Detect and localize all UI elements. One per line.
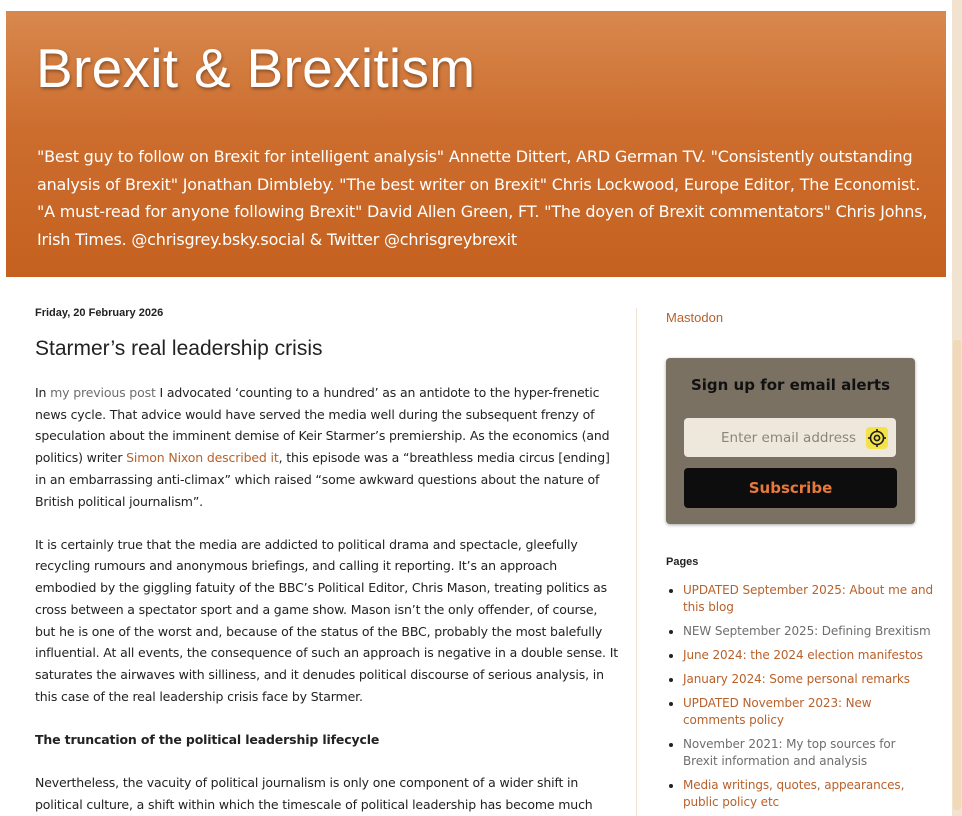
post-body xyxy=(35,382,620,816)
list-item xyxy=(683,777,933,811)
page-link-defining-brexitism[interactable]: NEW September 2025: Defining Brexitism xyxy=(683,624,931,638)
list-item xyxy=(683,582,933,616)
list-item xyxy=(683,671,933,688)
post-paragraph-2: It is certainly true that the media are addicted to political drama and spectacle, gleefully recycling rumours and anonymous briefings, and calling it reporting. It’s an approach embodied by the giggling fatuity of the BBC’s Political Editor, Chris Mason, treating politics as cross between a spectator sport and a game show. Mason isn’t the only offender, of course, but he is one of the worst and, because of the status of the BBC, probably the most balefully influential. At all events, the consequence of such an approach is negative in a double sense. It saturates the airwaves with silliness, and it denudes political discourse of serious analysis, in this case of the real leadership crisis face by Starmer. xyxy=(35,536,618,704)
post-title[interactable]: Starmer’s real leadership crisis xyxy=(35,337,323,360)
page-scrollbar[interactable] xyxy=(952,0,962,816)
email-signup-widget xyxy=(666,358,915,524)
list-item xyxy=(683,623,933,640)
signup-title: Sign up for email alerts xyxy=(690,376,891,394)
list-item xyxy=(683,647,933,664)
post-paragraph-3: Nevertheless, the vacuity of political journalism is only one component of a wider shift in political culture, a shift within which the timescale of political leadership has become much xyxy=(35,775,593,812)
post-date: Friday, 20 February 2026 xyxy=(35,307,164,319)
target-icon[interactable] xyxy=(866,427,888,449)
subscribe-button[interactable]: Subscribe xyxy=(684,468,897,508)
paragraph-text: In xyxy=(35,385,51,400)
email-input[interactable] xyxy=(684,418,896,457)
simon-nixon-link[interactable]: Simon Nixon described it xyxy=(126,450,279,466)
post-subheading: The truncation of the political leadership lifecycle xyxy=(35,731,380,747)
page-link-comments-policy[interactable]: UPDATED November 2023: New comments policy xyxy=(683,696,872,727)
page-link-personal-remarks[interactable]: January 2024: Some personal remarks xyxy=(683,672,910,686)
list-item xyxy=(683,736,933,770)
post-paragraph-1 xyxy=(35,382,620,512)
column-divider xyxy=(636,308,637,816)
scrollbar-thumb[interactable] xyxy=(953,340,961,810)
paragraph-text: I advocated ‘counting to a hundred’ as an antidote to the hyper-frenetic news cycle. That advice would have served the media well during the subsequent frenzy of speculation about the imminent demise of Keir Starmer’s premiership. As the economics (and politics) writer xyxy=(35,385,610,466)
pages-list xyxy=(666,582,933,816)
list-item xyxy=(683,695,933,729)
paragraph-text: , this episode was a “breathless media circus [ending] in an embarrassing anti-climax” which raised “some awkward questions about the nature of British political journalism”. xyxy=(35,450,610,509)
mastodon-link[interactable]: Mastodon xyxy=(666,310,724,325)
page-link-about[interactable]: UPDATED September 2025: About me and this blog xyxy=(683,583,933,614)
previous-post-link[interactable]: my previous post xyxy=(50,385,156,400)
blog-title[interactable]: Brexit & Brexitism xyxy=(36,37,476,99)
page-link-media-writings[interactable]: Media writings, quotes, appearances, public policy etc xyxy=(683,778,905,809)
page-link-top-sources[interactable]: November 2021: My top sources for Brexit information and analysis xyxy=(683,737,896,768)
page-link-election-manifestos[interactable]: June 2024: the 2024 election manifestos xyxy=(683,648,923,662)
blog-description: "Best guy to follow on Brexit for intelligent analysis" Annette Dittert, ARD German TV. "Consistently outstanding analysis of Brexit" Jonathan Dimbleby. "The best writer on Brexit" Chris Lockwood, Europe Editor, The Economist. "A must-read for anyone following Brexit" David Allen Green, FT. "The doyen of Brexit commentators" Chris Johns, Irish Times. @chrisgrey.bsky.social & Twitter @chrisgreybrexit xyxy=(37,147,928,249)
pages-heading: Pages xyxy=(666,556,699,568)
blog-header xyxy=(6,11,946,277)
